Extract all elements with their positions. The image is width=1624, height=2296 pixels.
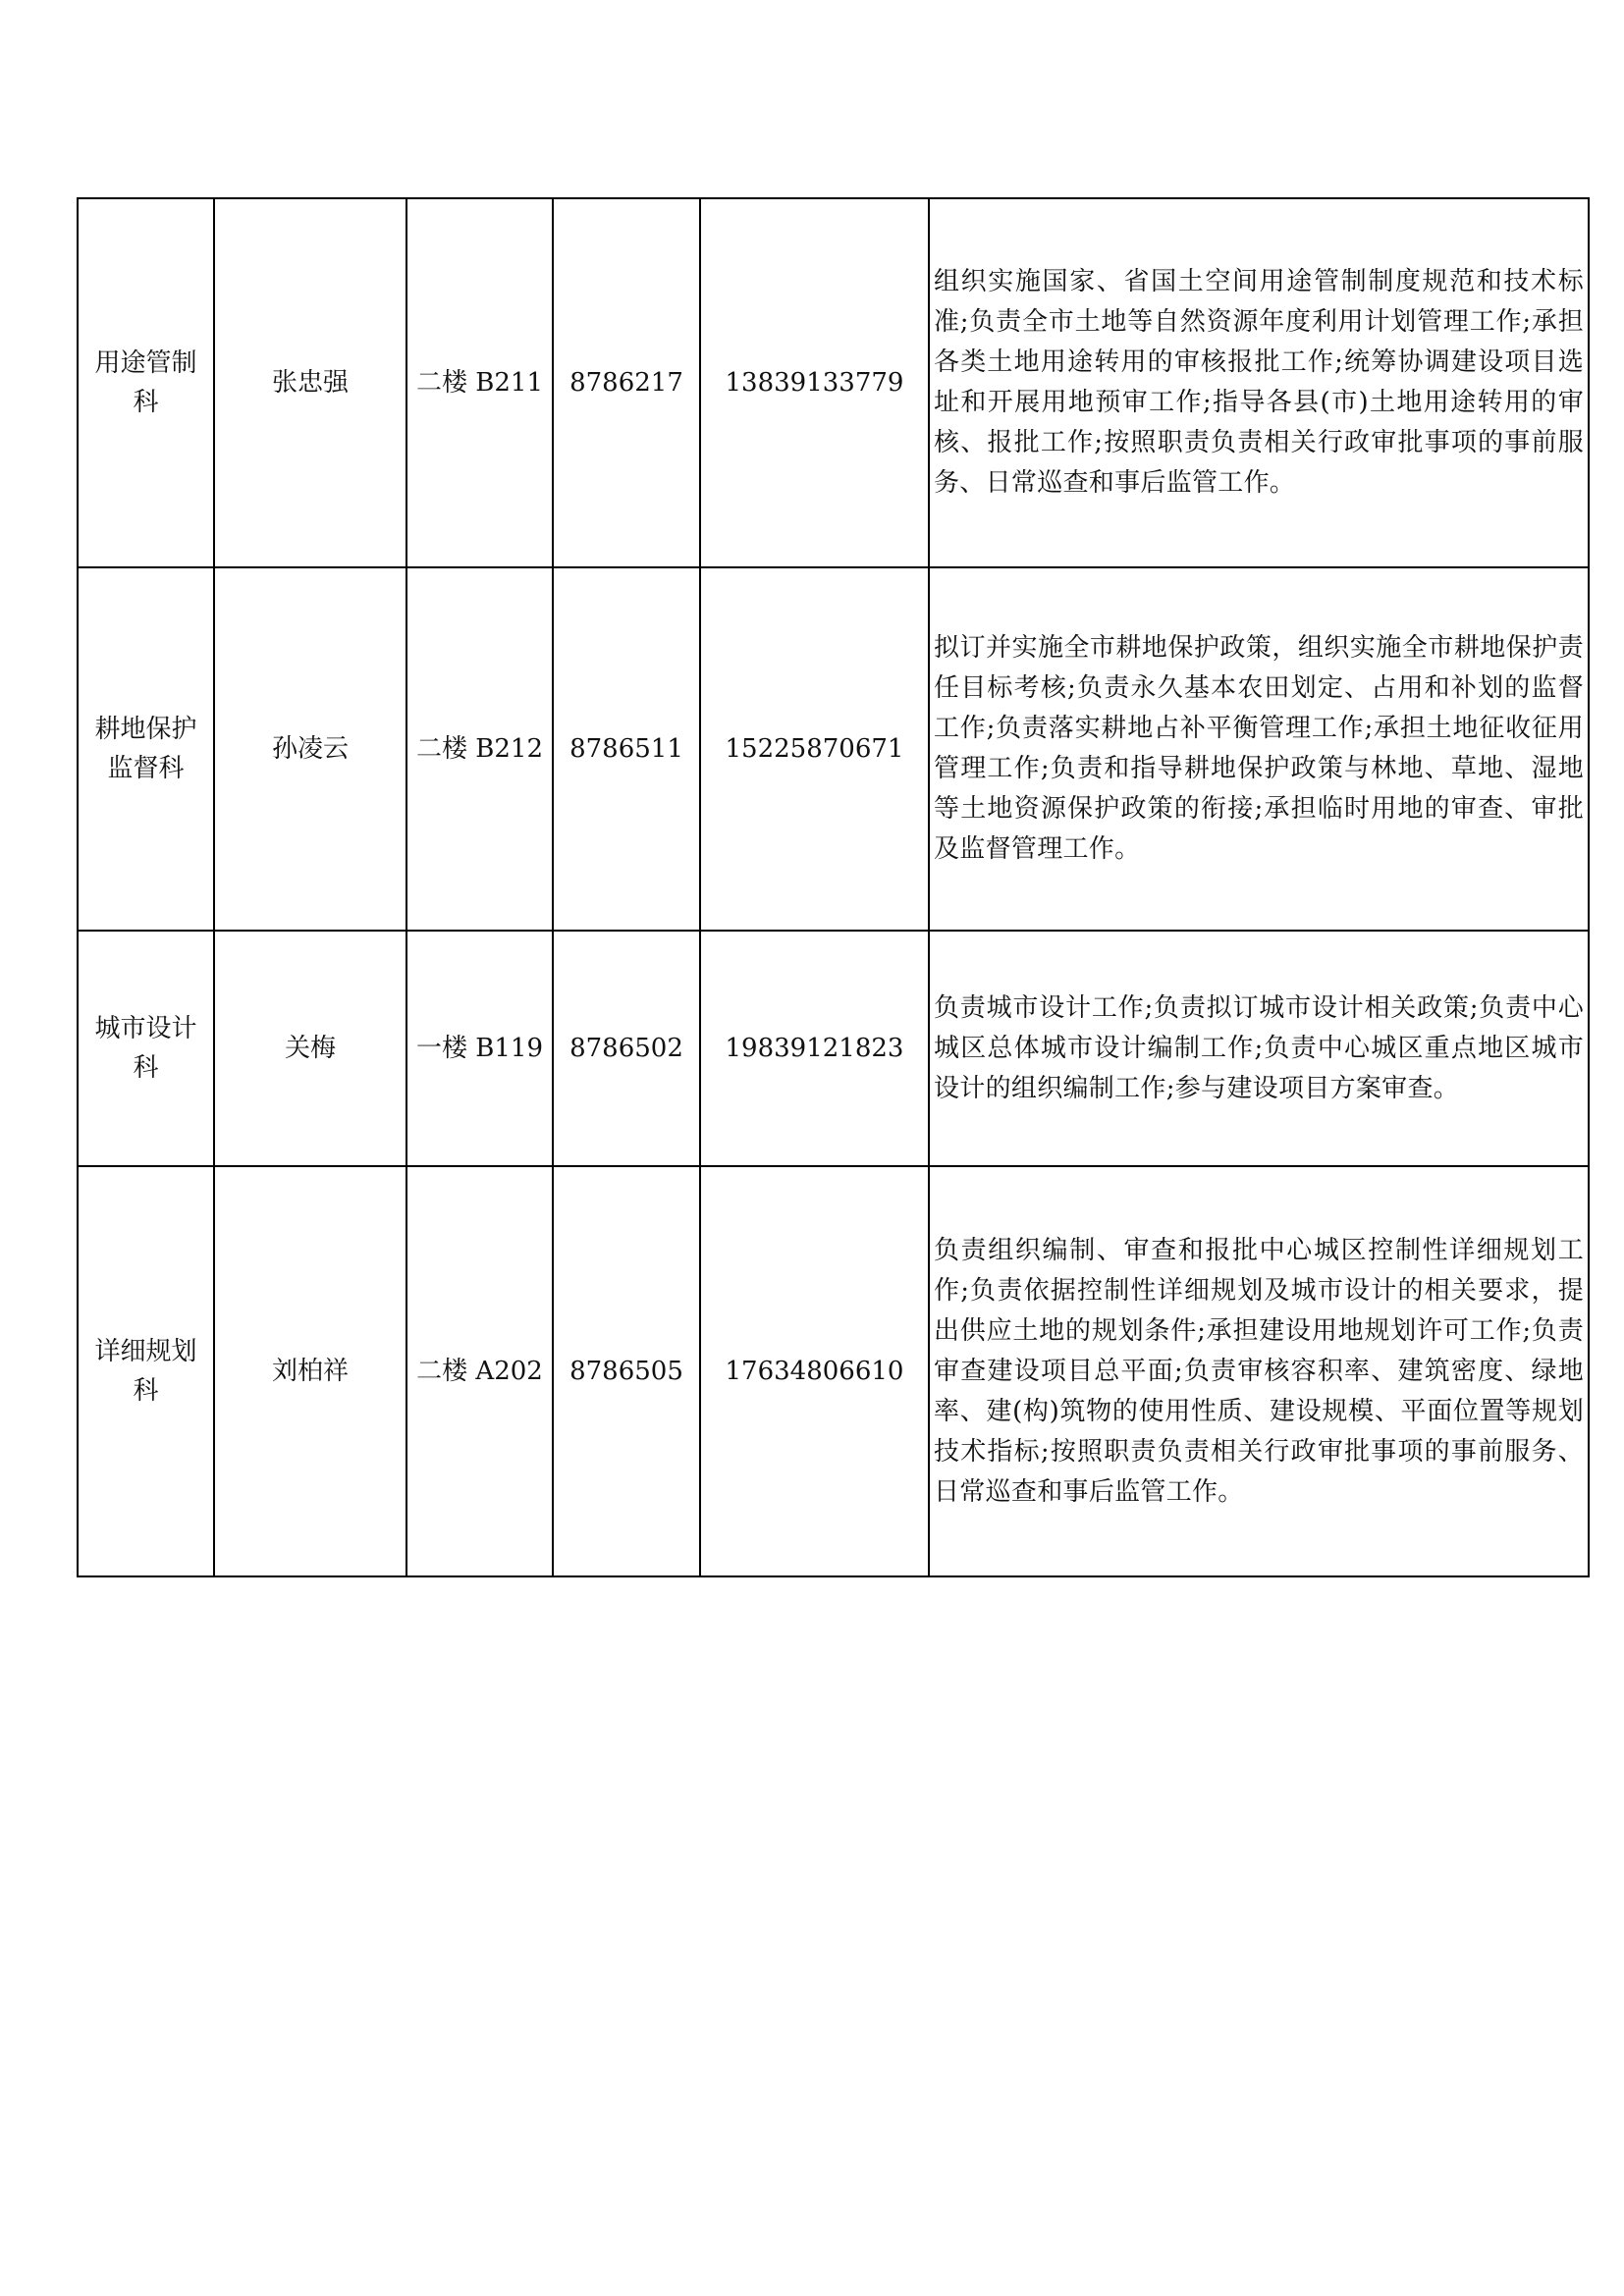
duties-text: 拟订并实施全市耕地保护政策，组织实施全市耕地保护责任目标考核;负责永久基本农田划定、占用和补划的监督工作;负责落实耕地占补平衡管理工作;承担土地征收征用管理工作;负责和指导耕地保护政策与林地、草地、湿地等土地资源保护政策的衔接;承担临时用地的审查、审批及监督管理工作。 <box>929 567 1589 931</box>
department-name: 耕地保护监督科 <box>78 567 214 931</box>
duties-text: 组织实施国家、省国土空间用途管制制度规范和技术标准;负责全市土地等自然资源年度利用计划管理工作;承担各类土地用途转用的审核报批工作;统筹协调建设项目选址和开展用地预审工作;指导各县(市)土地用途转用的审核、报批工作;按照职责负责相关行政审批事项的事前服务、日常巡查和事后监管工作。 <box>929 198 1589 567</box>
office-location: 一楼 B119 <box>406 931 553 1166</box>
person-name: 刘柏祥 <box>214 1166 406 1576</box>
mobile-phone: 19839121823 <box>700 931 929 1166</box>
mobile-phone: 17634806610 <box>700 1166 929 1576</box>
office-phone: 8786217 <box>553 198 700 567</box>
department-name: 详细规划科 <box>78 1166 214 1576</box>
mobile-phone: 13839133779 <box>700 198 929 567</box>
table-row <box>78 931 1589 1166</box>
person-name: 孙凌云 <box>214 567 406 931</box>
office-phone: 8786505 <box>553 1166 700 1576</box>
person-name: 关梅 <box>214 931 406 1166</box>
office-location: 二楼 B212 <box>406 567 553 931</box>
office-phone: 8786502 <box>553 931 700 1166</box>
mobile-phone: 15225870671 <box>700 567 929 931</box>
office-phone: 8786511 <box>553 567 700 931</box>
person-name: 张忠强 <box>214 198 406 567</box>
office-location: 二楼 A202 <box>406 1166 553 1576</box>
table-row <box>78 567 1589 931</box>
duties-text: 负责组织编制、审查和报批中心城区控制性详细规划工作;负责依据控制性详细规划及城市设计的相关要求，提出供应土地的规划条件;承担建设用地规划许可工作;负责审查建设项目总平面;负责审核容积率、建筑密度、绿地率、建(构)筑物的使用性质、建设规模、平面位置等规划技术指标;按照职责负责相关行政审批事项的事前服务、日常巡查和事后监管工作。 <box>929 1166 1589 1576</box>
department-name: 用途管制科 <box>78 198 214 567</box>
office-location: 二楼 B211 <box>406 198 553 567</box>
duties-text: 负责城市设计工作;负责拟订城市设计相关政策;负责中心城区总体城市设计编制工作;负责中心城区重点地区城市设计的组织编制工作;参与建设项目方案审查。 <box>929 931 1589 1166</box>
department-table <box>77 197 1590 1577</box>
table-row <box>78 1166 1589 1576</box>
table-row <box>78 198 1589 567</box>
department-name: 城市设计科 <box>78 931 214 1166</box>
